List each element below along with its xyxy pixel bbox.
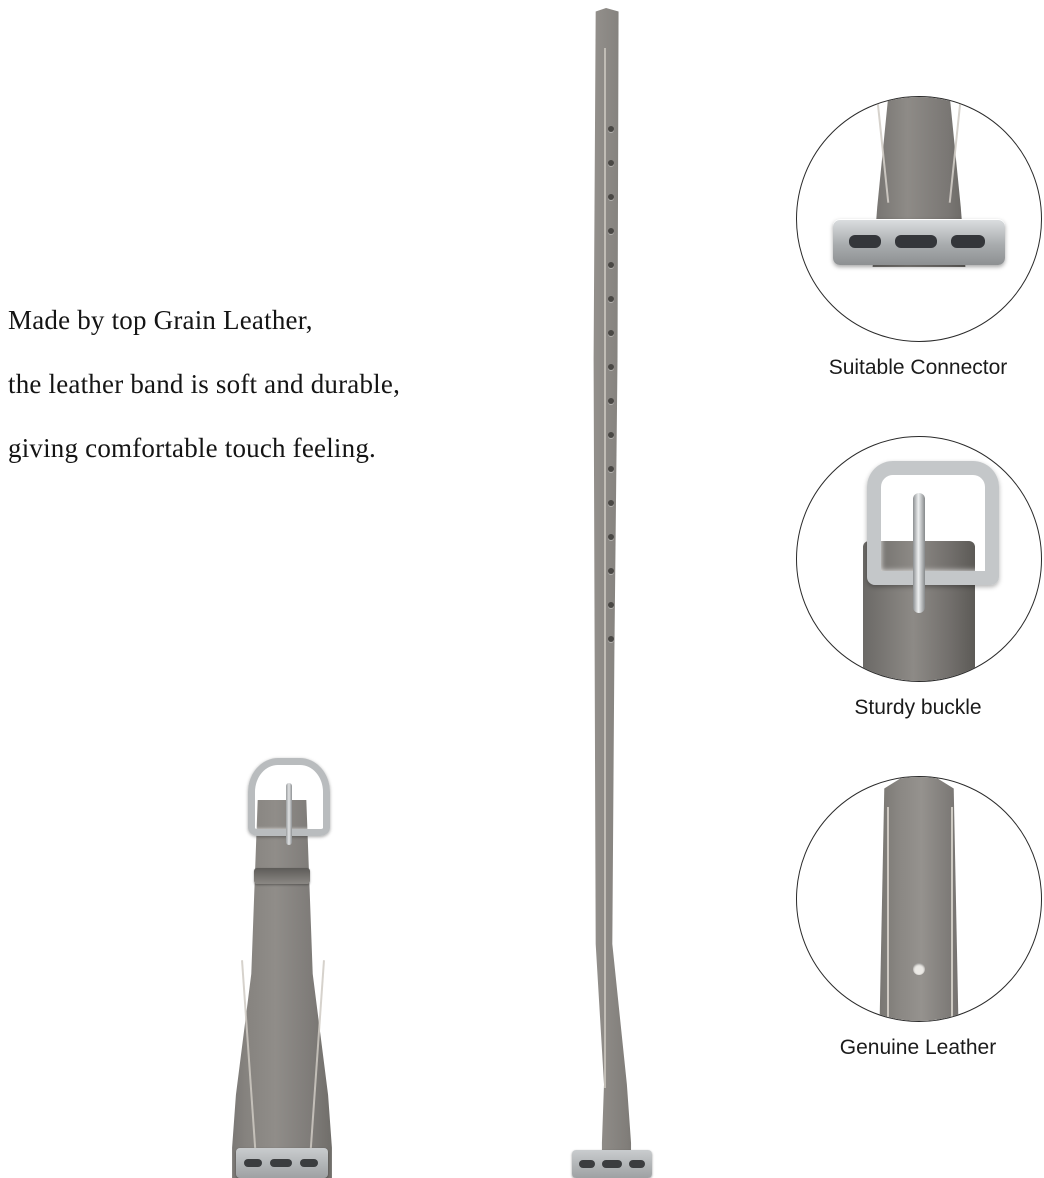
copy-line-2: the leather band is soft and durable, [8,369,401,399]
lug-slot [951,235,985,248]
lug-slot [602,1160,622,1168]
lug-slot [579,1160,595,1168]
hole [608,296,614,302]
hole [608,160,614,166]
strap-stitching [604,48,606,1088]
strap-stitching-right [951,807,953,1017]
strap-leather-body [218,800,346,1178]
long-tapered-strap [552,8,656,1178]
watch-lug-connector-icon [833,219,1005,265]
leather-tip-icon [857,776,981,1022]
lug-slot [270,1159,292,1167]
hole [608,432,614,438]
buckle-half-strap [218,742,346,1178]
buckle-icon [867,461,999,585]
callout-sturdy-buckle [796,436,1040,720]
hole [608,534,614,540]
hole [608,602,614,608]
strap-keeper-loop [254,868,310,884]
hole [913,963,925,975]
hole [608,466,614,472]
callout-label: Genuine Leather [839,1036,997,1059]
lug-slot [300,1159,318,1167]
hole [608,500,614,506]
buckle-pin-icon [913,493,925,613]
hole [608,126,614,132]
hole [608,568,614,574]
zoom-circle-connector [796,96,1042,342]
hole [608,330,614,336]
copy-line-1: Made by top Grain Leather, [8,305,313,335]
buckle-icon [248,758,330,836]
callout-genuine-leather [796,776,1040,1060]
watch-lug-connector-icon [236,1148,328,1178]
hole [608,364,614,370]
lug-slot [849,235,881,248]
watch-lug-connector-icon [572,1150,652,1178]
lug-slot [629,1160,645,1168]
hole [608,262,614,268]
callout-suitable-connector [796,96,1040,380]
hole [608,194,614,200]
adjustment-holes [608,126,616,670]
callout-label: Suitable Connector [828,356,1008,379]
lug-slot [895,235,937,248]
lug-slot [244,1159,262,1167]
callout-label: Sturdy buckle [854,696,982,719]
strap-stitching-left [887,807,889,1017]
zoom-circle-leather [796,776,1042,1022]
hole [608,228,614,234]
copy-line-3: giving comfortable touch feeling. [8,433,376,463]
marketing-copy [8,288,548,480]
hole [608,636,614,642]
hole [608,398,614,404]
zoom-circle-buckle [796,436,1042,682]
